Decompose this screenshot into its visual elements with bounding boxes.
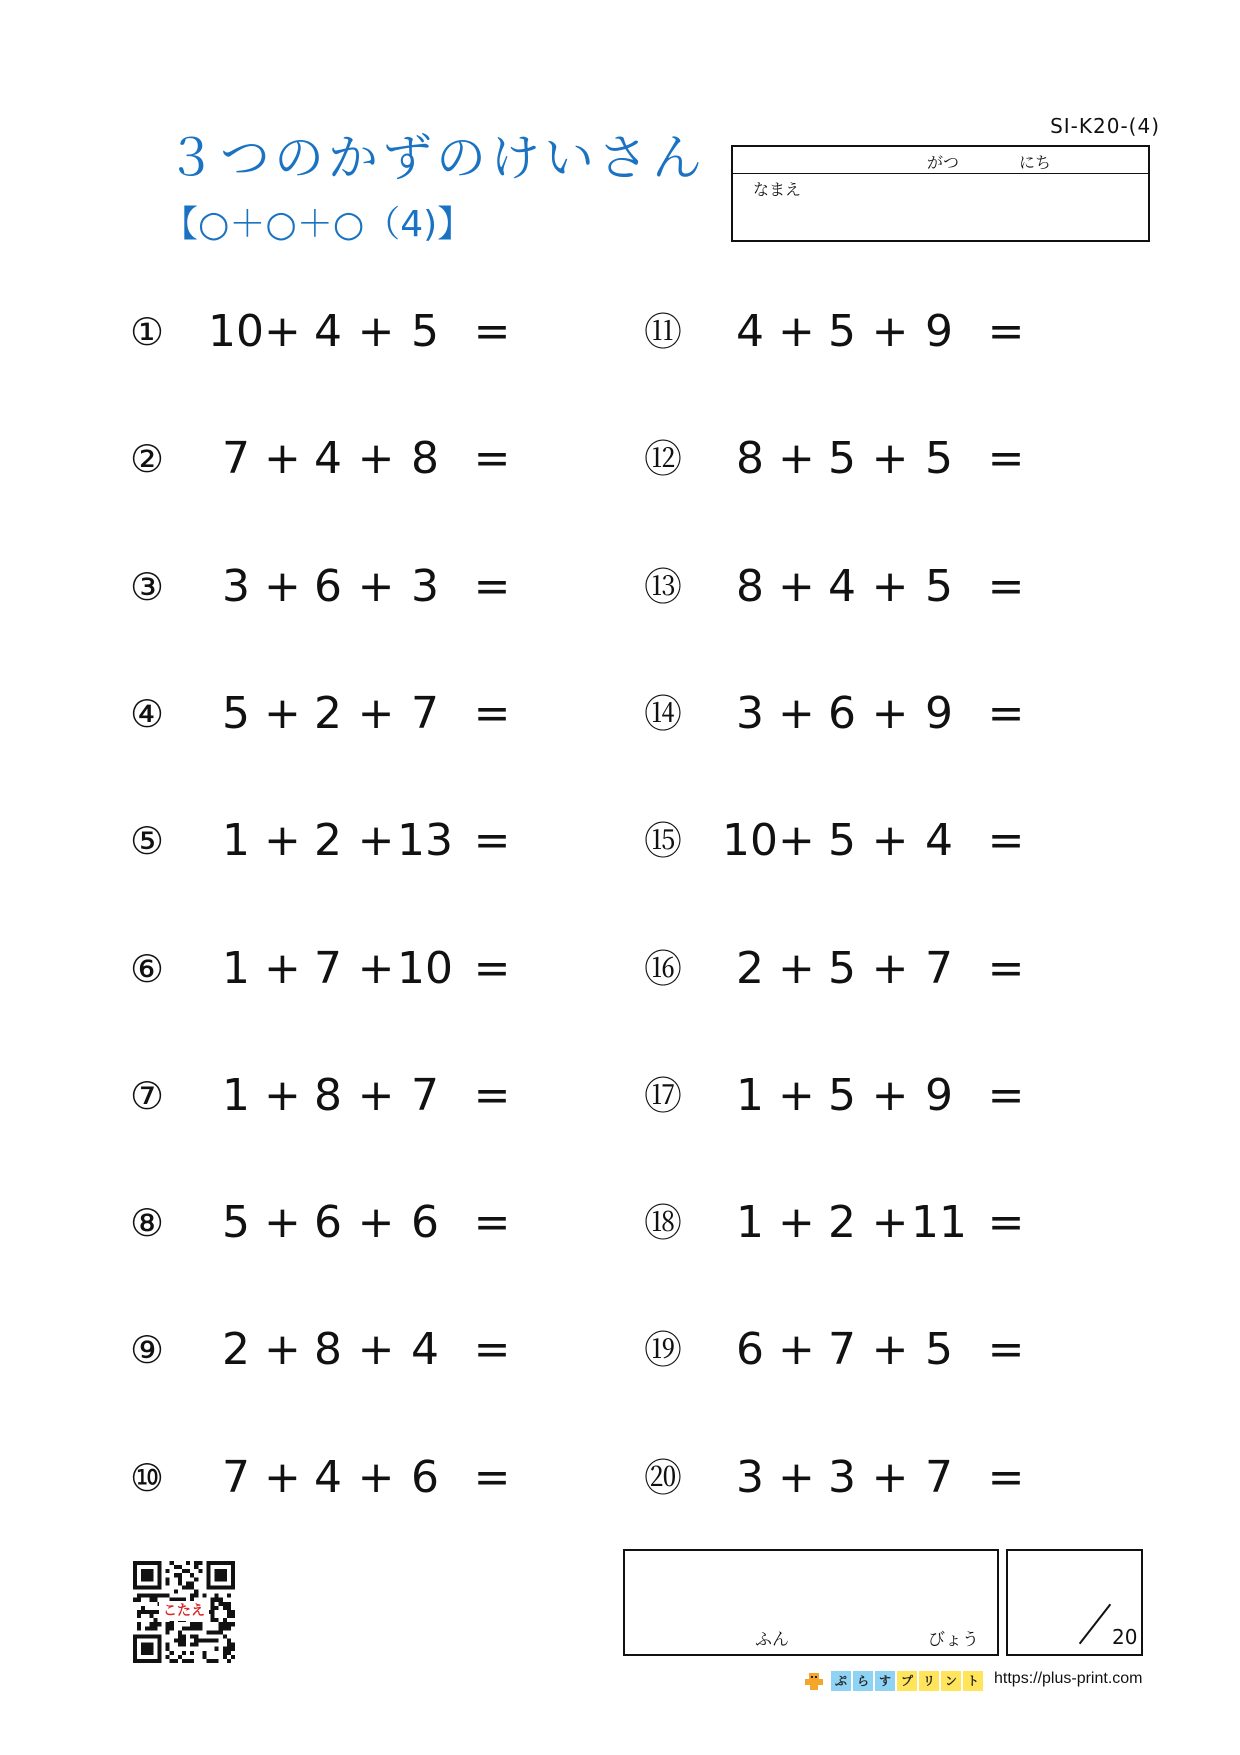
plus-sign: + xyxy=(264,942,301,994)
name-date-box xyxy=(731,145,1150,242)
addend-3: 7 xyxy=(925,942,953,994)
plus-sign: + xyxy=(871,1324,909,1376)
addend-3: 9 xyxy=(925,1069,953,1121)
plus-sign: + xyxy=(778,433,815,485)
plus-sign: + xyxy=(264,815,301,867)
addend-2: 2 xyxy=(314,687,342,739)
addend-1: 5 xyxy=(222,687,250,739)
addend-2: 4 xyxy=(314,306,342,357)
addend-2: 7 xyxy=(314,942,342,994)
plus-sign: + xyxy=(357,560,395,612)
addend-1: 3 xyxy=(222,560,250,612)
equals-sign: = xyxy=(987,687,1025,739)
problem-number: ⑥ xyxy=(130,946,165,991)
addend-2: 6 xyxy=(314,560,342,612)
problem-number: ⑮ xyxy=(644,819,683,864)
addend-2: 5 xyxy=(828,815,856,867)
page-subtitle: 【○＋○＋○（4)】 xyxy=(162,204,474,245)
plus-sign: + xyxy=(778,306,815,357)
equals-sign: = xyxy=(987,306,1025,357)
equals-sign: = xyxy=(473,306,511,357)
problem-number: ⑳ xyxy=(644,1455,683,1500)
problem-number: ④ xyxy=(130,691,165,736)
addend-3: 7 xyxy=(925,1451,953,1503)
addend-3: 5 xyxy=(925,560,953,612)
problem-number: ⑭ xyxy=(644,691,683,736)
plus-sign: + xyxy=(357,1451,395,1503)
problem-number: ⑲ xyxy=(644,1328,683,1373)
problem-number: ⑯ xyxy=(644,946,683,991)
plus-sign: + xyxy=(357,1069,395,1121)
equals-sign: = xyxy=(987,433,1025,485)
day-label: にち xyxy=(1019,153,1052,172)
plus-sign: + xyxy=(264,1069,301,1121)
addend-1: 7 xyxy=(222,433,250,485)
equals-sign: = xyxy=(473,942,511,994)
addend-1: 10 xyxy=(208,306,264,357)
score-total: 20 xyxy=(1112,1625,1138,1649)
equals-sign: = xyxy=(473,1324,511,1376)
plus-sign: + xyxy=(871,433,909,485)
problem-number: ⑦ xyxy=(130,1073,165,1118)
plus-sign: + xyxy=(264,1324,301,1376)
addend-2: 5 xyxy=(828,306,856,357)
addend-2: 7 xyxy=(828,1324,856,1376)
addend-3: 7 xyxy=(411,687,439,739)
time-box xyxy=(623,1549,999,1656)
plus-sign: + xyxy=(871,1451,909,1503)
addend-3: 7 xyxy=(411,1069,439,1121)
plus-sign: + xyxy=(778,560,815,612)
worksheet-code: SI-K20-(4) xyxy=(1050,114,1160,138)
plus-sign: + xyxy=(871,815,909,867)
addend-1: 2 xyxy=(736,942,764,994)
date-row xyxy=(733,147,1148,174)
plus-sign: + xyxy=(357,815,395,867)
score-box xyxy=(1006,1549,1143,1656)
addend-1: 4 xyxy=(736,306,764,357)
equals-sign: = xyxy=(987,815,1025,867)
addend-2: 5 xyxy=(828,1069,856,1121)
plus-sign: + xyxy=(871,687,909,739)
plus-sign: + xyxy=(871,560,909,612)
equals-sign: = xyxy=(473,1451,511,1503)
logo-tile: ト xyxy=(963,1671,983,1691)
addend-1: 1 xyxy=(736,1069,764,1121)
addend-1: 2 xyxy=(222,1324,250,1376)
qr-answer-label: こたえ xyxy=(159,1601,209,1621)
problem-number: ② xyxy=(130,437,165,482)
equals-sign: = xyxy=(987,1197,1025,1249)
name-label: なまえ xyxy=(753,180,802,199)
addend-2: 5 xyxy=(828,433,856,485)
addend-3: 8 xyxy=(411,433,439,485)
problem-number: ⑬ xyxy=(644,564,683,609)
addend-3: 10 xyxy=(397,942,453,994)
plus-sign: + xyxy=(778,1197,815,1249)
equals-sign: = xyxy=(473,1197,511,1249)
equals-sign: = xyxy=(987,942,1025,994)
addend-1: 1 xyxy=(736,1197,764,1249)
plus-sign: + xyxy=(778,1069,815,1121)
addend-1: 1 xyxy=(222,1069,250,1121)
problem-number: ⑰ xyxy=(644,1073,683,1118)
plus-sign: + xyxy=(264,560,301,612)
addend-2: 4 xyxy=(828,560,856,612)
problem-number: ⑩ xyxy=(130,1455,165,1500)
equals-sign: = xyxy=(987,1451,1025,1503)
addend-3: 11 xyxy=(911,1197,967,1249)
addend-1: 8 xyxy=(736,560,764,612)
equals-sign: = xyxy=(987,1069,1025,1121)
footer-logo xyxy=(803,1670,983,1692)
plus-sign: + xyxy=(778,687,815,739)
addend-3: 5 xyxy=(925,433,953,485)
addend-2: 5 xyxy=(828,942,856,994)
addend-3: 4 xyxy=(411,1324,439,1376)
addend-2: 6 xyxy=(828,687,856,739)
plus-sign: + xyxy=(264,433,301,485)
logo-tile: ら xyxy=(853,1671,873,1691)
addend-3: 6 xyxy=(411,1197,439,1249)
problem-number: ⑧ xyxy=(130,1201,165,1246)
addend-1: 5 xyxy=(222,1197,250,1249)
addend-3: 13 xyxy=(397,815,453,867)
plus-sign: + xyxy=(778,1451,815,1503)
equals-sign: = xyxy=(473,815,511,867)
plus-sign: + xyxy=(778,942,815,994)
logo-tile: ン xyxy=(941,1671,961,1691)
plus-sign: + xyxy=(357,306,395,357)
plus-sign: + xyxy=(357,687,395,739)
equals-sign: = xyxy=(987,560,1025,612)
plus-sign: + xyxy=(778,815,815,867)
addend-2: 2 xyxy=(314,815,342,867)
equals-sign: = xyxy=(473,560,511,612)
addend-2: 4 xyxy=(314,433,342,485)
logo-tile: す xyxy=(875,1671,895,1691)
equals-sign: = xyxy=(987,1324,1025,1376)
addend-1: 8 xyxy=(736,433,764,485)
addend-1: 3 xyxy=(736,1451,764,1503)
problem-number: ⑤ xyxy=(130,819,165,864)
addend-1: 6 xyxy=(736,1324,764,1376)
plus-sign: + xyxy=(871,306,909,357)
equals-sign: = xyxy=(473,433,511,485)
logo-tile: ぷ xyxy=(831,1671,851,1691)
problem-number: ⑪ xyxy=(644,310,683,354)
score-slash xyxy=(1079,1604,1111,1645)
page-title: ３つのかずのけいさん xyxy=(166,129,706,187)
problem-number: ① xyxy=(130,310,165,354)
addend-2: 4 xyxy=(314,1451,342,1503)
footer-url[interactable]: https://plus-print.com xyxy=(994,1670,1143,1687)
addend-2: 8 xyxy=(314,1069,342,1121)
problem-number: ⑫ xyxy=(644,437,683,482)
plus-sign: + xyxy=(871,1069,909,1121)
addend-1: 1 xyxy=(222,815,250,867)
plus-sign: + xyxy=(357,1197,395,1249)
addend-2: 8 xyxy=(314,1324,342,1376)
seconds-label: びょう xyxy=(928,1630,979,1650)
equals-sign: = xyxy=(473,1069,511,1121)
plus-sign: + xyxy=(264,687,301,739)
addend-2: 2 xyxy=(828,1197,856,1249)
logo-tile: リ xyxy=(919,1671,939,1691)
plus-sign: + xyxy=(871,1197,909,1249)
addend-1: 7 xyxy=(222,1451,250,1503)
addend-1: 1 xyxy=(222,942,250,994)
addend-3: 5 xyxy=(411,306,439,357)
plus-sign: + xyxy=(264,1451,301,1503)
logo-tile: プ xyxy=(897,1671,917,1691)
addend-3: 9 xyxy=(925,306,953,357)
plus-sign: + xyxy=(778,1324,815,1376)
plus-sign: + xyxy=(357,433,395,485)
problem-number: ⑱ xyxy=(644,1201,683,1246)
addend-3: 3 xyxy=(411,560,439,612)
problem-number: ⑨ xyxy=(130,1328,165,1373)
problem-number: ③ xyxy=(130,564,165,609)
minutes-label: ふん xyxy=(755,1630,789,1650)
mascot-icon xyxy=(803,1671,825,1691)
month-label: がつ xyxy=(927,153,960,172)
addend-3: 6 xyxy=(411,1451,439,1503)
plus-sign: + xyxy=(264,306,301,357)
plus-sign: + xyxy=(871,942,909,994)
addend-3: 9 xyxy=(925,687,953,739)
plus-sign: + xyxy=(357,942,395,994)
addend-3: 5 xyxy=(925,1324,953,1376)
plus-sign: + xyxy=(357,1324,395,1376)
addend-3: 4 xyxy=(925,815,953,867)
addend-1: 3 xyxy=(736,687,764,739)
equals-sign: = xyxy=(473,687,511,739)
addend-2: 3 xyxy=(828,1451,856,1503)
addend-1: 10 xyxy=(722,815,778,867)
addend-2: 6 xyxy=(314,1197,342,1249)
plus-sign: + xyxy=(264,1197,301,1249)
